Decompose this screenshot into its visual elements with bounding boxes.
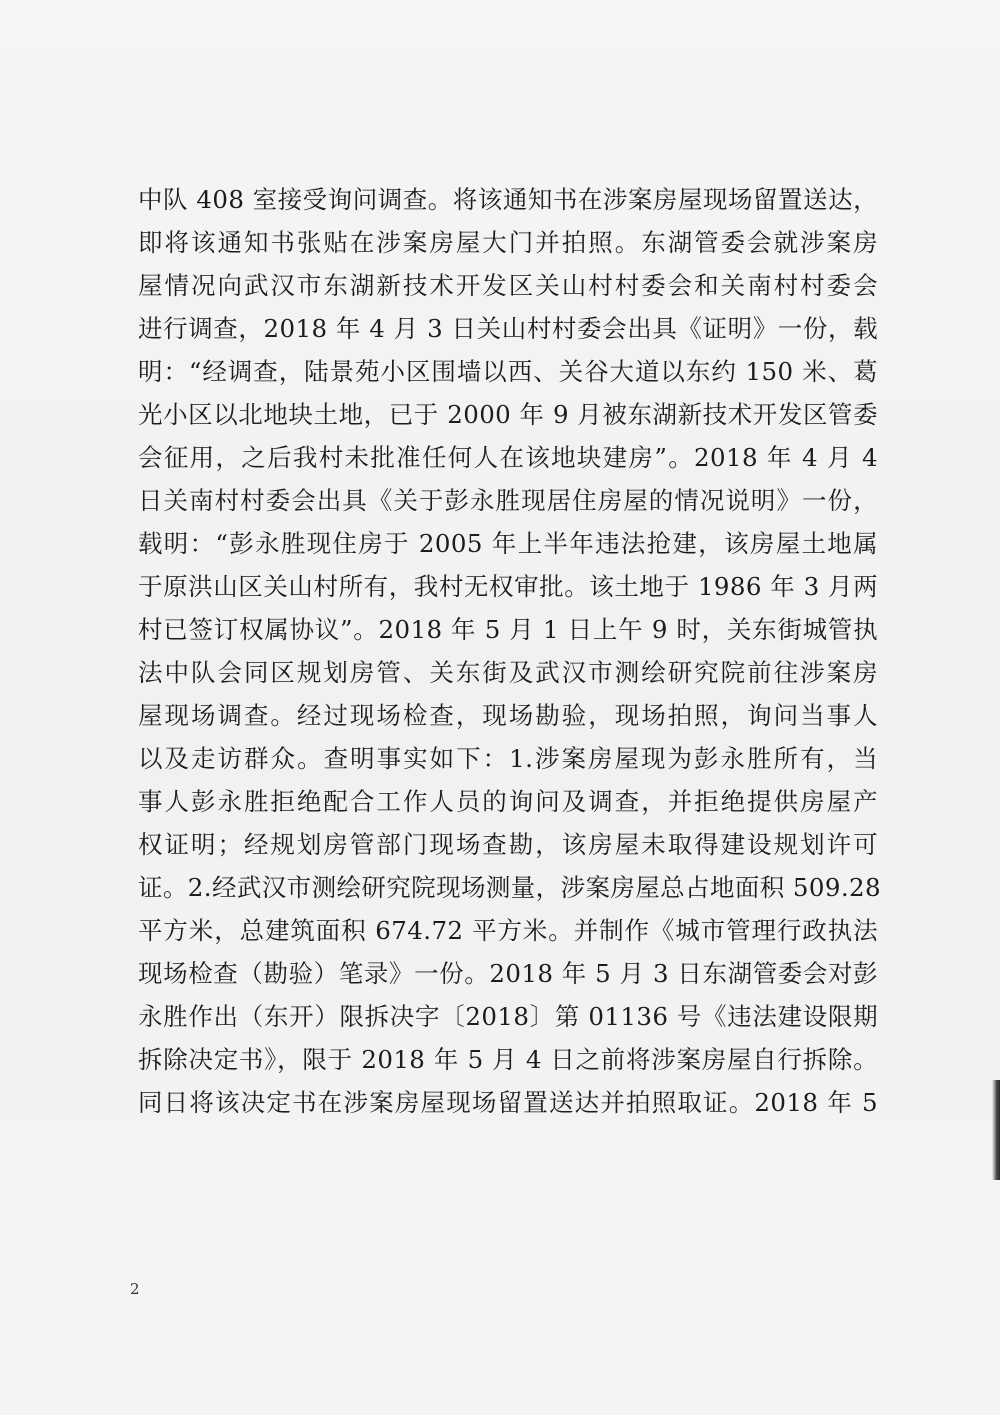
text-line-10: 于原洪山区关山村所有，我村无权审批。该土地于 1986 年 3 月两 (138, 572, 878, 601)
text-line-22: 同日将该决定书在涉案房屋现场留置送达并拍照取证。2018 年 5 (138, 1088, 878, 1117)
text-line-17: 证。2.经武汉市测绘研究院现场测量，涉案房屋总占地面积 509.28 (138, 873, 881, 902)
page-number: 2 (130, 1280, 140, 1298)
text-line-1: 中队 408 室接受询问调查。将该通知书在涉案房屋现场留置送达， (138, 185, 878, 214)
text-line-2: 即将该通知书张贴在涉案房屋大门并拍照。东湖管委会就涉案房 (138, 228, 878, 257)
document-body (138, 178, 881, 1124)
text-line-11: 村已签订权属协议”。2018 年 5 月 1 日上午 9 时，关东街城管执 (138, 615, 878, 644)
text-line-14: 以及走访群众。查明事实如下：1.涉案房屋现为彭永胜所有，当 (138, 744, 878, 773)
text-line-15: 事人彭永胜拒绝配合工作人员的询问及调查，并拒绝提供房屋产 (138, 787, 878, 816)
text-line-4: 进行调查，2018 年 4 月 3 日关山村村委会出具《证明》一份，载 (138, 314, 878, 343)
text-line-9: 载明：“彭永胜现住房于 2005 年上半年违法抢建，该房屋土地属 (138, 529, 878, 558)
text-line-5: 明：“经调查，陆景苑小区围墙以西、关谷大道以东约 150 米、葛 (138, 357, 878, 386)
text-line-20: 永胜作出（东开）限拆决字〔2018〕第 01136 号《违法建设限期 (138, 1002, 878, 1031)
text-line-16: 权证明；经规划房管部门现场查勘，该房屋未取得建设规划许可 (138, 830, 878, 859)
text-line-6: 光小区以北地块土地，已于 2000 年 9 月被东湖新技术开发区管委 (138, 400, 878, 429)
text-line-21: 拆除决定书》，限于 2018 年 5 月 4 日之前将涉案房屋自行拆除。 (138, 1045, 878, 1074)
text-line-19: 现场检查（勘验）笔录》一份。2018 年 5 月 3 日东湖管委会对彭 (138, 959, 878, 988)
text-line-7: 会征用，之后我村未批准任何人在该地块建房”。2018 年 4 月 4 (138, 443, 878, 472)
scan-edge-shadow (992, 1080, 1000, 1180)
text-line-3: 屋情况向武汉市东湖新技术开发区关山村村委会和关南村村委会 (138, 271, 878, 300)
text-line-18: 平方米，总建筑面积 674.72 平方米。并制作《城市管理行政执法 (138, 916, 878, 945)
text-line-12: 法中队会同区规划房管、关东街及武汉市测绘研究院前往涉案房 (138, 658, 878, 687)
text-line-13: 屋现场调查。经过现场检查，现场勘验，现场拍照，询问当事人 (138, 701, 878, 730)
text-line-8: 日关南村村委会出具《关于彭永胜现居住房屋的情况说明》一份， (138, 486, 878, 515)
